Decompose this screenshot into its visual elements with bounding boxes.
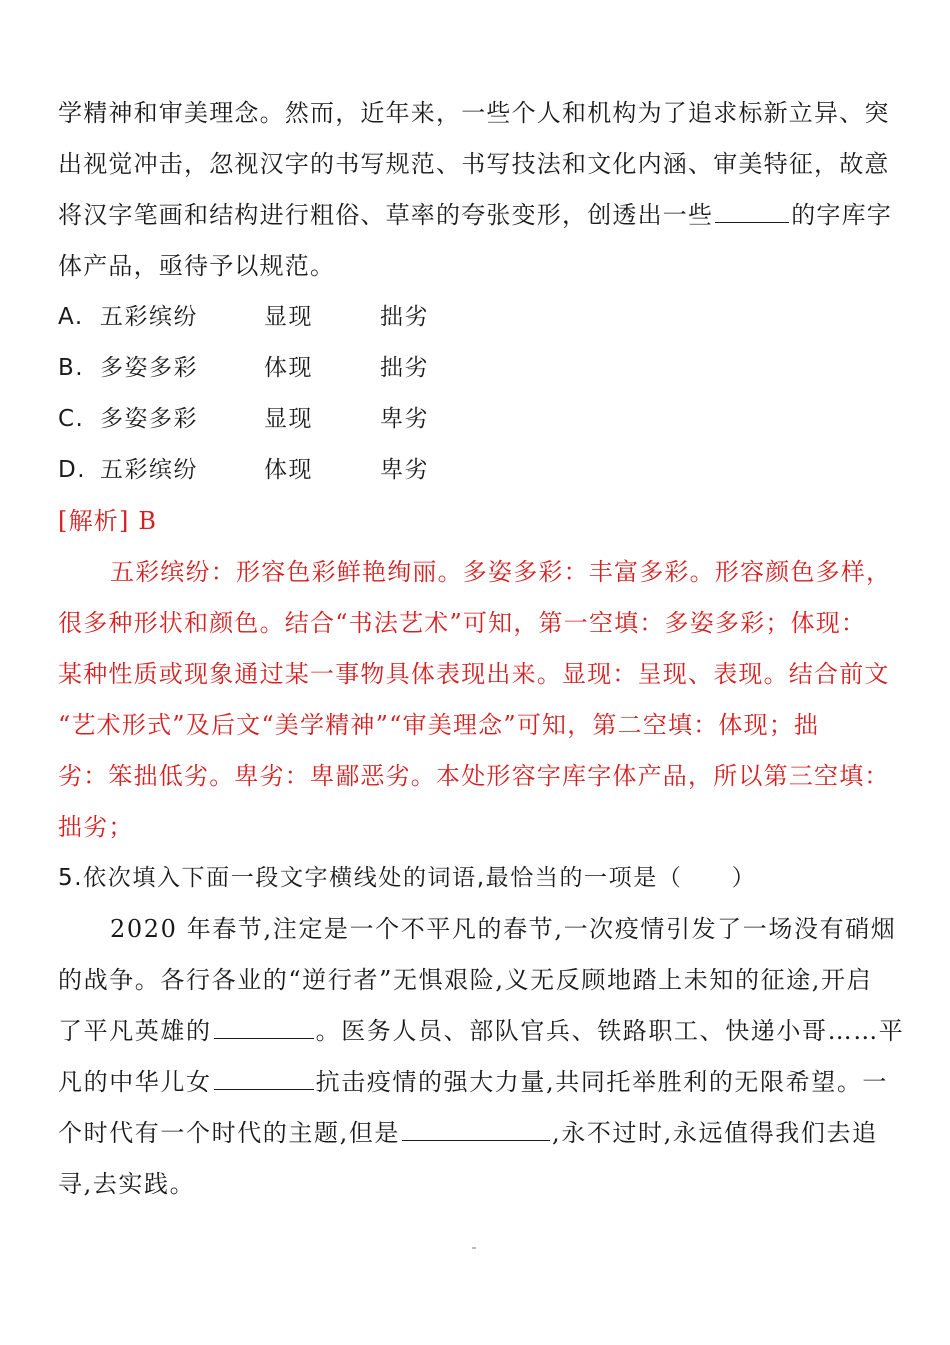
option-word-3: 卑劣	[380, 457, 429, 483]
question-5-stem: 5.依次填入下面一段文字横线处的词语,最恰当的一项是（ ）	[58, 865, 757, 891]
option-key: C.	[58, 406, 85, 432]
passage-line-2: 出视觉冲击，忽视汉字的书写规范、书写技法和文化内涵、审美特征，故意	[58, 150, 890, 178]
question-5-line-5	[58, 1108, 892, 1159]
answer-blank-2	[214, 1063, 314, 1090]
analysis-line-3: 某种性质或现象通过某一事物具体表现出来。显现：呈现、表现。结合前文	[58, 660, 890, 688]
option-key: A.	[58, 304, 84, 330]
page-speck	[472, 1247, 476, 1249]
option-word-2: 体现	[264, 355, 313, 381]
option-d	[58, 445, 892, 496]
analysis-line-2: 很多种形状和颜色。结合“书法艺术”可知，第一空填：多姿多彩；体现：	[58, 609, 867, 637]
option-key: D.	[58, 457, 87, 483]
question-5-line-3-a: 了平凡英雄的	[58, 1017, 212, 1045]
question-5-line-5-b: ,永不过时,永远值得我们去追	[552, 1119, 878, 1147]
question-5-line-4-a: 凡的中华儿女	[58, 1068, 212, 1096]
question-5-line-1: 2020 年春节,注定是一个不平凡的春节,一次疫情引发了一场没有硝烟	[110, 915, 897, 943]
analysis-line-1: 五彩缤纷：形容色彩鲜艳绚丽。多姿多彩：丰富多彩。形容颜色多样，	[110, 558, 892, 586]
question-5-line-3	[58, 1006, 905, 1057]
option-a	[58, 292, 892, 343]
option-word-3: 拙劣	[380, 304, 429, 330]
option-c	[58, 394, 892, 445]
option-word-1: 五彩缤纷	[100, 304, 198, 330]
question-5-line-2: 的战争。各行各业的“逆行者”无惧艰险,义无反顾地踏上未知的征途,开启	[58, 966, 873, 994]
analysis-heading: [解析] B	[58, 507, 158, 535]
analysis-line-6: 拙劣；	[58, 813, 134, 841]
question-5-line-3-b: 。医务人员、部队官兵、铁路职工、快递小哥……平	[315, 1017, 905, 1045]
question-5-line-4-b: 抗击疫情的强大力量,共同托举胜利的无限希望。一	[315, 1068, 889, 1096]
option-word-1: 五彩缤纷	[100, 457, 198, 483]
passage-line-4: 体产品，亟待予以规范。	[58, 252, 336, 280]
question-5-line-4	[58, 1057, 892, 1108]
option-word-2: 体现	[264, 457, 313, 483]
option-word-3: 拙劣	[380, 355, 429, 381]
passage-line-1: 学精神和审美理念。然而，近年来，一些个人和机构为了追求标新立异、突	[58, 99, 890, 127]
answer-blank-1	[214, 1012, 314, 1039]
passage-line-3	[58, 190, 892, 241]
option-word-3: 卑劣	[380, 406, 429, 432]
analysis-line-4: “艺术形式”及后文“美学精神”“审美理念”可知，第二空填：体现；拙	[58, 711, 820, 739]
option-word-2: 显现	[264, 406, 313, 432]
question-5-line-6: 寻,去实践。	[58, 1170, 196, 1198]
passage-line-3-text: 将汉字笔画和结构进行粗俗、草率的夸张变形，创透出一些	[58, 201, 714, 229]
document-page	[58, 88, 905, 1210]
question-5-line-5-a: 个时代有一个时代的主题,但是	[58, 1119, 401, 1147]
passage-line-3-tail: 的字库字	[791, 201, 893, 229]
analysis-line-5: 劣：笨拙低劣。卑劣：卑鄙恶劣。本处形容字库字体产品，所以第三空填：	[58, 762, 890, 790]
option-word-1: 多姿多彩	[100, 355, 198, 381]
option-word-2: 显现	[264, 304, 313, 330]
option-word-1: 多姿多彩	[100, 406, 198, 432]
answer-blank-3	[402, 1114, 550, 1141]
option-key: B.	[58, 355, 85, 381]
option-b	[58, 343, 892, 394]
answer-blank	[715, 196, 789, 223]
